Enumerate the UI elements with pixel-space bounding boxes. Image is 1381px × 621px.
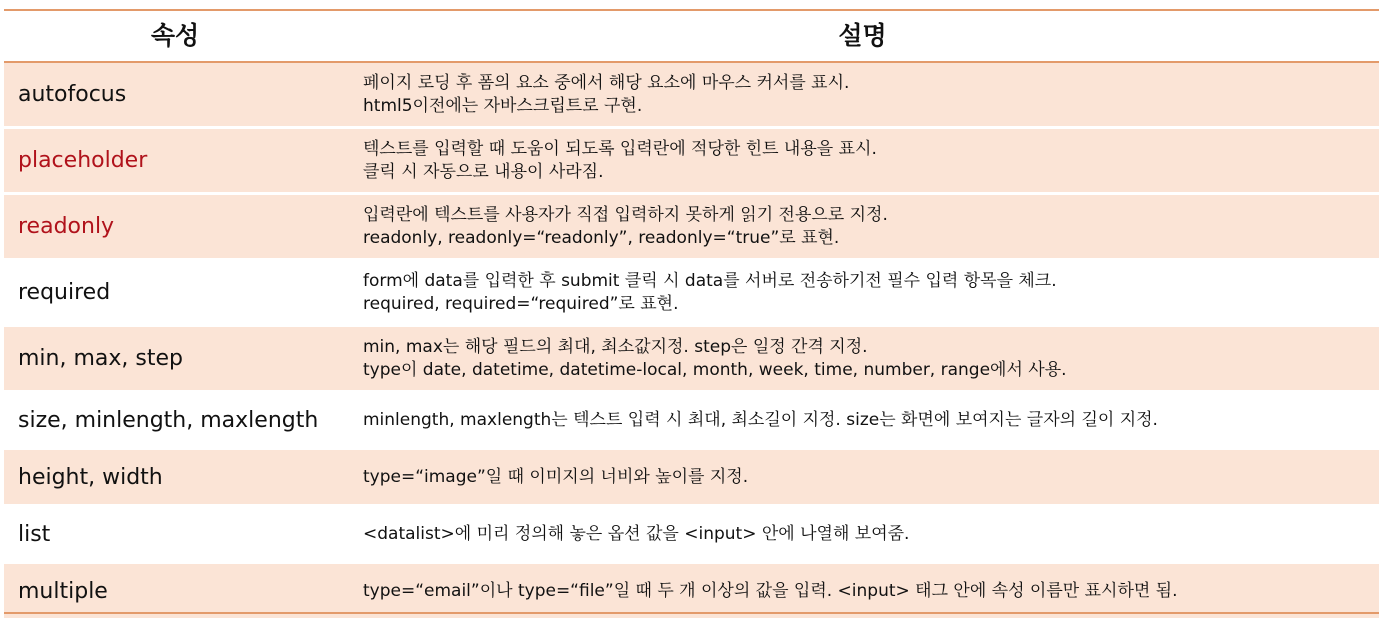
description-line: type=“image”일 때 이미지의 너비와 높이를 지정.: [363, 466, 749, 487]
attribute-description: [363, 63, 1371, 126]
attribute-name: min, max, step: [18, 346, 183, 371]
attribute-description: [363, 129, 1371, 192]
table-header: [4, 11, 1379, 63]
table-row: [4, 327, 1379, 393]
description-line: 텍스트를 입력할 때 도움이 되도록 입력란에 적당한 힌트 내용을 표시.: [363, 138, 877, 159]
table-row: [4, 450, 1379, 507]
description-line: required, required=“required”로 표현.: [363, 293, 679, 314]
attribute-name: size, minlength, maxlength: [18, 407, 319, 433]
description-line: type이 date, datetime, datetime-local, month, week, time, number, range에서 사용.: [363, 359, 1067, 380]
description-line: 클릭 시 자동으로 내용이 사라짐.: [363, 161, 604, 182]
attribute-name: readonly: [18, 214, 115, 239]
attribute-name: multiple: [18, 578, 108, 604]
description-line: form에 data를 입력한 후 submit 클릭 시 data를 서버로 전송하기전 필수 입력 항목을 체크.: [363, 270, 1057, 291]
bottom-rule: [4, 612, 1379, 614]
attribute-description: [363, 393, 1371, 447]
attribute-description: [363, 261, 1371, 324]
description-line: type=“email”이나 type=“file”일 때 두 개 이상의 값을 입력. <input> 태그 안에 속성 이름만 표시하면 됨.: [363, 580, 1178, 601]
attribute-description: [363, 327, 1371, 390]
attribute-name: height, width: [18, 464, 163, 490]
attribute-name: list: [18, 521, 51, 547]
table-body: [4, 63, 1379, 621]
table-row: [4, 63, 1379, 129]
header-description: 설명: [838, 21, 887, 50]
table-row: [4, 261, 1379, 327]
description-line: <datalist>에 미리 정의해 놓은 옵션 값을 <input> 안에 나열해 보여줌.: [363, 523, 910, 544]
description-line: readonly, readonly=“readonly”, readonly=“true”로 표현.: [363, 227, 840, 248]
table-row: [4, 195, 1379, 261]
description-line: 페이지 로딩 후 폼의 요소 중에서 해당 요소에 마우스 커서를 표시.: [363, 72, 850, 93]
attribute-name: autofocus: [18, 82, 127, 107]
attribute-description: [363, 450, 1371, 504]
attribute-name: required: [18, 280, 111, 305]
description-line: 입력란에 텍스트를 사용자가 직접 입력하지 못하게 읽기 전용으로 지정.: [363, 204, 888, 225]
description-line: min, max는 해당 필드의 최대, 최소값지정. step은 일정 간격 지정.: [363, 336, 868, 357]
description-line: minlength, maxlength는 텍스트 입력 시 최대, 최소길이 지정. size는 화면에 보여지는 글자의 길이 지정.: [363, 409, 1158, 430]
description-line: html5이전에는 자바스크립트로 구현.: [363, 95, 643, 116]
table-row: [4, 129, 1379, 195]
attribute-description: [363, 195, 1371, 258]
table-row: [4, 507, 1379, 564]
attribute-description: [363, 507, 1371, 561]
attribute-name: placeholder: [18, 148, 148, 173]
table-row: [4, 393, 1379, 450]
header-attribute: 속성: [150, 21, 200, 50]
attribute-description: [363, 564, 1371, 618]
